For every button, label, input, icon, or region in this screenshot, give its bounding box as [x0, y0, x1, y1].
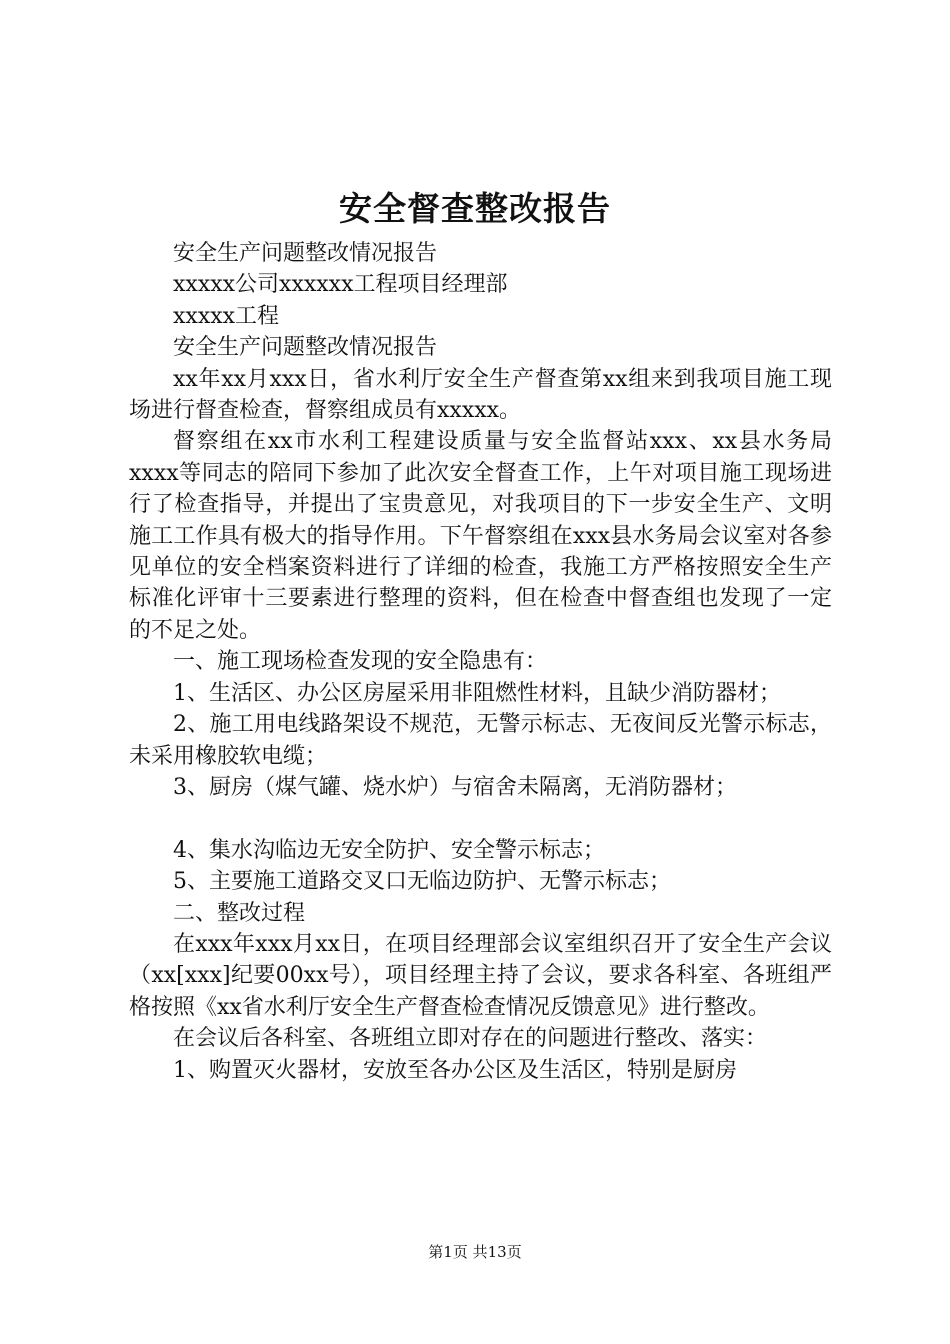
paragraph: 安全生产问题整改情况报告 — [173, 241, 438, 266]
list-item: 1、生活区、办公区房屋采用非阻燃性材料，且缺少消防器材； — [173, 680, 781, 706]
document-body — [129, 238, 832, 1086]
paragraph: 在会议后各科室、各班组立即对存在的问题进行整改、落实： — [173, 1026, 768, 1052]
paragraph: 安全生产问题整改情况报告 — [173, 335, 438, 361]
paragraph: xx年xx月xxx日，省水利厅安全生产督查第xx组来到我项目施工现场进行督查检查，督察组成员有xxxxx。 — [129, 366, 832, 424]
paragraph: 督察组在xx市水利工程建设质量与安全监督站xxx、xx县水务局xxxx等同志的陪同下参加了此次安全督查工作，上午对项目施工现场进行了检查指导，并提出了宝贵意见，对我项目的下一步安全生产、文明施工工作具有极大的指导作用。下午督察组在xxx县水务局会议室对各参见单位的安全档案资料进行了详细的检查，我施工方严格按照安全生产标准化评审十三要素进行整理的资料，但在检查中督查组也发现了一定的不足之处。 — [129, 429, 832, 643]
paragraph: xxxxx公司xxxxxx工程项目经理部 — [173, 272, 508, 298]
list-item: 4、集水沟临边无安全防护、安全警示标志； — [173, 837, 605, 863]
section-heading: 二、整改过程 — [173, 900, 306, 926]
paragraph: xxxxx工程 — [173, 303, 280, 329]
paragraph: 在xxx年xxx月xx日，在项目经理部会议室组织召开了安全生产会议（xx[xxx]纪要00xx号），项目经理主持了会议，要求各科室、各班组严格按照《xx省水利厅安全生产督查检查情况反馈意见》进行整改。 — [129, 931, 832, 1020]
list-item: 3、厨房（煤气罐、烧水炉）与宿舍未隔离，无消防器材； — [173, 774, 737, 800]
section-heading: 一、施工现场检查发现的安全隐患有： — [173, 649, 548, 675]
list-item: 1、购置灭火器材，安放至各办公区及生活区，特别是厨房 — [173, 1057, 737, 1083]
list-item: 2、施工用电线路架设不规范，无警示标志、无夜间反光警示标志，未采用橡胶软电缆； — [129, 712, 832, 769]
list-item: 5、主要施工道路交叉口无临边防护、无警示标志； — [173, 869, 671, 895]
document-title: 安全督查整改报告 — [339, 189, 611, 228]
page-number: 第1页 共13页 — [428, 1243, 522, 1261]
